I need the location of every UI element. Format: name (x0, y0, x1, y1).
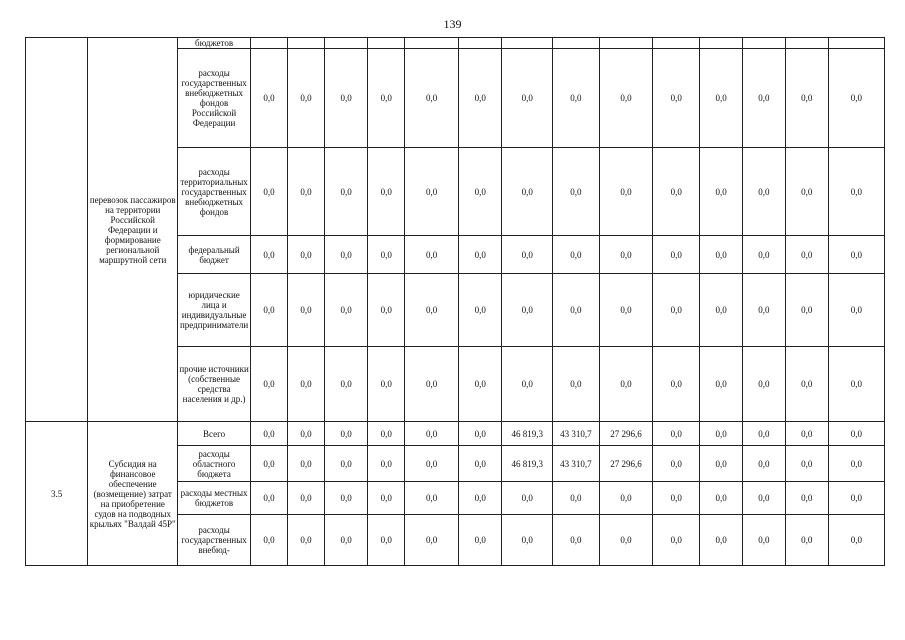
value-cell: 0,0 (287, 148, 324, 236)
value-cell: 0,0 (743, 274, 785, 347)
value-cell (553, 38, 599, 49)
value-cell: 0,0 (324, 148, 367, 236)
funding-source-cell: прочие источники (собственные средства населения и др.) (178, 347, 251, 422)
value-cell: 0,0 (405, 515, 459, 566)
measure-description-cell: перевозок пассажиров на территории Российской Федерации и формирование региональной маршрутной сети (88, 38, 178, 422)
funding-source-cell: федеральный бюджет (178, 236, 251, 274)
value-cell: 0,0 (699, 347, 742, 422)
value-cell (459, 38, 502, 49)
value-cell: 0,0 (653, 482, 699, 515)
value-cell: 0,0 (828, 148, 884, 236)
value-cell: 0,0 (405, 422, 459, 446)
value-cell: 0,0 (743, 347, 785, 422)
value-cell: 0,0 (828, 49, 884, 148)
value-cell: 0,0 (828, 446, 884, 482)
value-cell: 43 310,7 (553, 422, 599, 446)
funding-source-cell: расходы государственных внебюджетных фондов Российской Федерации (178, 49, 251, 148)
value-cell (699, 38, 742, 49)
page-number: 139 (443, 17, 462, 31)
value-cell: 0,0 (828, 347, 884, 422)
value-cell: 0,0 (459, 347, 502, 422)
value-cell (785, 38, 828, 49)
value-cell: 0,0 (599, 482, 653, 515)
value-cell: 0,0 (599, 515, 653, 566)
value-cell: 0,0 (459, 446, 502, 482)
value-cell: 0,0 (324, 482, 367, 515)
value-cell: 0,0 (459, 515, 502, 566)
value-cell: 0,0 (599, 49, 653, 148)
value-cell: 0,0 (699, 422, 742, 446)
value-cell: 0,0 (368, 446, 405, 482)
value-cell: 0,0 (368, 49, 405, 148)
value-cell: 0,0 (324, 347, 367, 422)
value-cell: 0,0 (599, 148, 653, 236)
value-cell: 0,0 (502, 274, 553, 347)
value-cell: 0,0 (743, 236, 785, 274)
value-cell: 0,0 (699, 49, 742, 148)
value-cell: 0,0 (653, 422, 699, 446)
value-cell: 0,0 (287, 515, 324, 566)
value-cell: 0,0 (785, 515, 828, 566)
value-cell: 0,0 (599, 347, 653, 422)
value-cell: 0,0 (459, 236, 502, 274)
value-cell: 0,0 (653, 236, 699, 274)
value-cell: 0,0 (785, 274, 828, 347)
value-cell: 0,0 (287, 347, 324, 422)
value-cell: 0,0 (828, 422, 884, 446)
value-cell: 0,0 (368, 274, 405, 347)
row-number-cell (26, 38, 88, 422)
row-number-cell: 3.5 (26, 422, 88, 566)
value-cell: 46 819,3 (502, 446, 553, 482)
value-cell: 0,0 (553, 49, 599, 148)
value-cell: 0,0 (324, 422, 367, 446)
value-cell: 0,0 (405, 482, 459, 515)
value-cell: 0,0 (251, 274, 288, 347)
value-cell: 0,0 (251, 347, 288, 422)
value-cell: 0,0 (405, 148, 459, 236)
value-cell: 0,0 (405, 347, 459, 422)
value-cell (599, 38, 653, 49)
value-cell: 0,0 (405, 446, 459, 482)
value-cell: 0,0 (785, 482, 828, 515)
funding-source-cell: расходы областного бюджета (178, 446, 251, 482)
measure-description-cell: Субсидия на финансовое обеспечение (возмещение) затрат на приобретение судов на подводных крыльях "Валдай 45Р" (88, 422, 178, 566)
value-cell: 0,0 (502, 148, 553, 236)
value-cell: 0,0 (368, 515, 405, 566)
value-cell: 0,0 (699, 236, 742, 274)
value-cell: 0,0 (828, 482, 884, 515)
value-cell: 0,0 (653, 446, 699, 482)
value-cell: 0,0 (743, 422, 785, 446)
value-cell: 0,0 (324, 236, 367, 274)
value-cell: 0,0 (743, 446, 785, 482)
value-cell: 0,0 (699, 515, 742, 566)
value-cell: 0,0 (553, 148, 599, 236)
value-cell: 0,0 (324, 49, 367, 148)
value-cell: 46 819,3 (502, 422, 553, 446)
value-cell (502, 38, 553, 49)
value-cell: 0,0 (743, 482, 785, 515)
value-cell (405, 38, 459, 49)
table-row (26, 422, 885, 446)
value-cell: 0,0 (502, 49, 553, 148)
funding-source-cell: расходы территориальных государственных внебюджетных фондов (178, 148, 251, 236)
value-cell: 0,0 (828, 515, 884, 566)
value-cell (287, 38, 324, 49)
value-cell: 0,0 (405, 49, 459, 148)
value-cell: 0,0 (599, 236, 653, 274)
value-cell: 0,0 (287, 274, 324, 347)
value-cell: 0,0 (653, 515, 699, 566)
value-cell: 0,0 (785, 347, 828, 422)
value-cell: 0,0 (828, 274, 884, 347)
value-cell (324, 38, 367, 49)
value-cell: 0,0 (251, 446, 288, 482)
value-cell: 0,0 (785, 446, 828, 482)
value-cell: 0,0 (251, 49, 288, 148)
value-cell: 0,0 (368, 148, 405, 236)
value-cell: 0,0 (251, 482, 288, 515)
value-cell: 0,0 (699, 274, 742, 347)
value-cell: 0,0 (653, 49, 699, 148)
value-cell: 0,0 (553, 274, 599, 347)
value-cell: 0,0 (785, 236, 828, 274)
value-cell: 0,0 (553, 236, 599, 274)
value-cell: 0,0 (405, 274, 459, 347)
value-cell: 0,0 (324, 446, 367, 482)
value-cell: 0,0 (743, 49, 785, 148)
value-cell: 0,0 (785, 148, 828, 236)
value-cell: 0,0 (287, 422, 324, 446)
value-cell: 0,0 (251, 515, 288, 566)
value-cell (653, 38, 699, 49)
value-cell: 0,0 (405, 236, 459, 274)
value-cell: 0,0 (459, 274, 502, 347)
value-cell: 0,0 (502, 515, 553, 566)
value-cell: 0,0 (653, 148, 699, 236)
funding-source-cell: бюджетов (178, 38, 251, 49)
value-cell: 0,0 (459, 49, 502, 148)
value-cell: 0,0 (553, 482, 599, 515)
value-cell: 0,0 (699, 148, 742, 236)
value-cell: 0,0 (459, 422, 502, 446)
value-cell: 0,0 (251, 236, 288, 274)
value-cell: 0,0 (459, 148, 502, 236)
budget-table (25, 37, 885, 566)
value-cell: 0,0 (828, 236, 884, 274)
value-cell: 0,0 (368, 422, 405, 446)
value-cell: 0,0 (502, 347, 553, 422)
value-cell: 0,0 (324, 274, 367, 347)
value-cell: 0,0 (368, 482, 405, 515)
value-cell: 0,0 (287, 446, 324, 482)
value-cell: 0,0 (785, 49, 828, 148)
value-cell (828, 38, 884, 49)
value-cell: 0,0 (459, 482, 502, 515)
value-cell: 0,0 (324, 515, 367, 566)
value-cell: 0,0 (251, 148, 288, 236)
value-cell: 0,0 (653, 347, 699, 422)
value-cell (743, 38, 785, 49)
value-cell: 0,0 (699, 482, 742, 515)
value-cell: 0,0 (287, 236, 324, 274)
value-cell (251, 38, 288, 49)
value-cell: 0,0 (653, 274, 699, 347)
value-cell: 0,0 (785, 422, 828, 446)
funding-source-cell: расходы местных бюджетов (178, 482, 251, 515)
funding-source-cell: юридические лица и индивидуальные предприниматели (178, 274, 251, 347)
value-cell: 0,0 (699, 446, 742, 482)
value-cell: 0,0 (553, 515, 599, 566)
value-cell: 0,0 (599, 274, 653, 347)
funding-source-cell: расходы государственных внебюд- (178, 515, 251, 566)
funding-source-cell: Всего (178, 422, 251, 446)
value-cell: 0,0 (743, 148, 785, 236)
value-cell: 0,0 (502, 482, 553, 515)
value-cell: 27 296,6 (599, 422, 653, 446)
value-cell: 0,0 (553, 347, 599, 422)
table-body (26, 38, 885, 566)
value-cell: 0,0 (502, 236, 553, 274)
value-cell: 0,0 (287, 482, 324, 515)
value-cell (368, 38, 405, 49)
value-cell: 0,0 (368, 236, 405, 274)
value-cell: 27 296,6 (599, 446, 653, 482)
value-cell: 43 310,7 (553, 446, 599, 482)
value-cell: 0,0 (743, 515, 785, 566)
value-cell: 0,0 (368, 347, 405, 422)
value-cell: 0,0 (287, 49, 324, 148)
table-row (26, 38, 885, 49)
value-cell: 0,0 (251, 422, 288, 446)
